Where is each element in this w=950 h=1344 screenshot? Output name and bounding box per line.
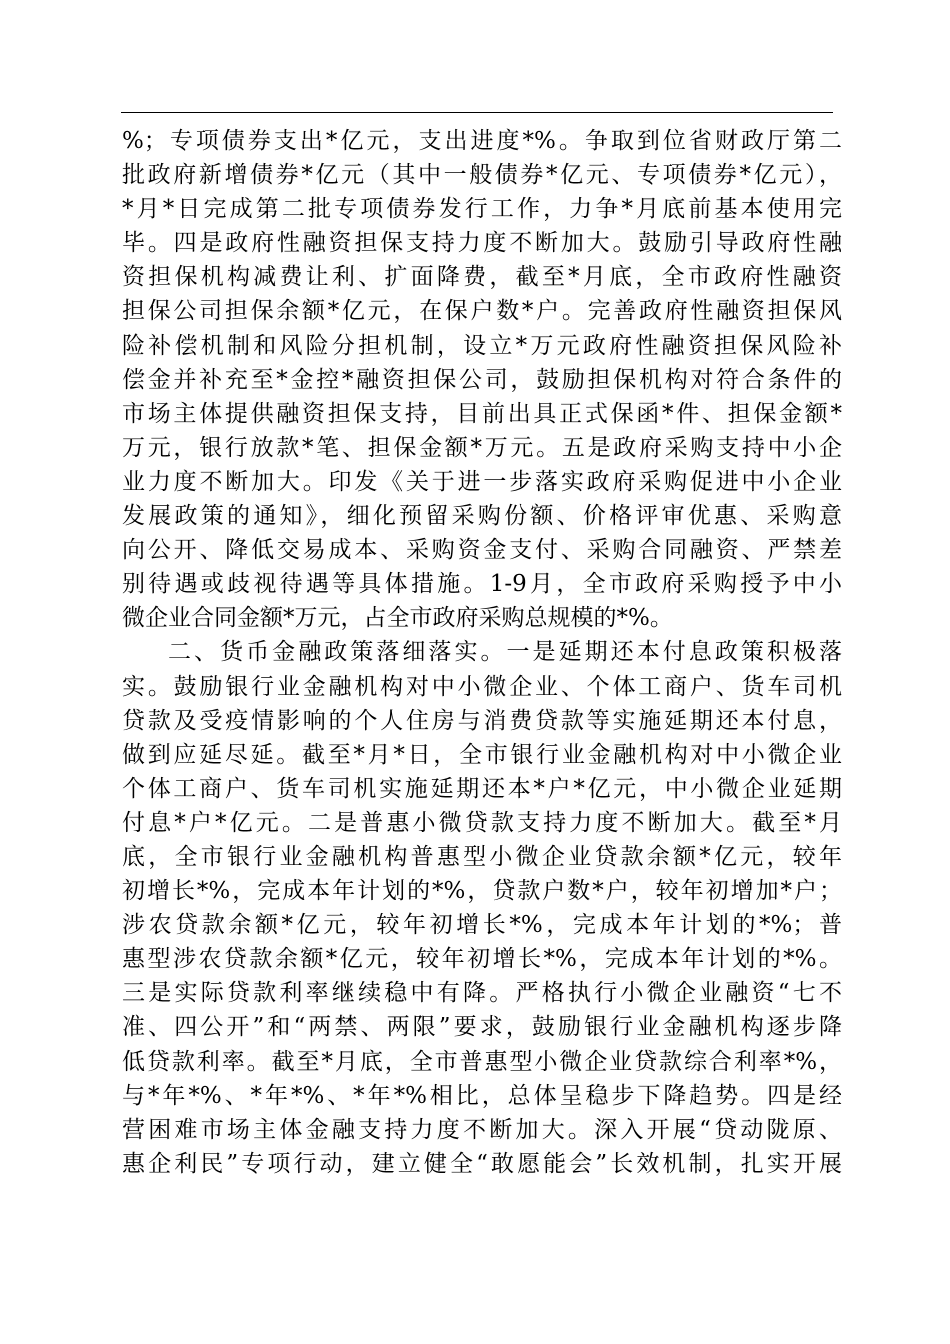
text-line: 万元，银行放款*笔、担保金额*万元。五是政府采购支持中小企 (122, 434, 842, 461)
text-line: 险补偿机制和风险分担机制，设立*万元政府性融资担保风险补 (122, 332, 842, 359)
text-line: 发展政策的通知》，细化预留采购份额、价格评审优惠、采购意 (122, 503, 842, 530)
text-line: 担保公司担保余额*亿元，在保户数*户。完善政府性融资担保风 (122, 298, 842, 325)
text-line: 惠企利民”专项行动，建立健全“敢愿能会”长效机制，扎实开展 (122, 1150, 842, 1177)
text-line: 别待遇或歧视待遇等具体措施。1-9月，全市政府采购授予中小 (122, 571, 842, 598)
text-line: 三是实际贷款利率继续稳中有降。严格执行小微企业融资“七不 (122, 980, 842, 1007)
text-line: 付息*户*亿元。二是普惠小微贷款支持力度不断加大。截至*月 (122, 809, 842, 836)
text-line: 做到应延尽延。截至*月*日，全市银行业金融机构对中小微企业 (122, 741, 842, 768)
text-line: 微企业合同金额*万元，占全市政府采购总规模的*%。 (122, 605, 673, 632)
text-line: 向公开、降低交易成本、采购资金支付、采购合同融资、严禁差 (122, 537, 842, 564)
text-line: 初增长*%，完成本年计划的*%，贷款户数*户，较年初增加*户； (122, 878, 842, 905)
text-line: *月*日完成第二批专项债券发行工作，力争*月底前基本使用完 (122, 196, 842, 223)
text-line: 惠型涉农贷款余额*亿元，较年初增长*%，完成本年计划的*%。 (122, 946, 842, 973)
text-line: 营困难市场主体金融支持力度不断加大。深入开展“贷动陇原、 (122, 1116, 842, 1143)
text-line: 个体工商户、货车司机实施延期还本*户*亿元，中小微企业延期 (122, 775, 842, 802)
text-line: 与*年*%、*年*%、*年*%相比，总体呈稳步下降趋势。四是经 (122, 1082, 842, 1109)
text-line: %；专项债券支出*亿元，支出进度*%。争取到位省财政厅第二 (122, 128, 842, 154)
text-line: 准、四公开”和“两禁、两限”要求，鼓励银行业金融机构逐步降 (122, 1014, 842, 1041)
text-line: 低贷款利率。截至*月底，全市普惠型小微企业贷款综合利率*%， (122, 1048, 842, 1075)
header-rule (121, 112, 833, 113)
text-line: 实。鼓励银行业金融机构对中小微企业、个体工商户、货车司机 (122, 673, 842, 700)
text-line: 偿金并补充至*金控*融资担保公司，鼓励担保机构对符合条件的 (122, 366, 842, 393)
body-text (122, 124, 842, 1181)
text-line: 毕。四是政府性融资担保支持力度不断加大。鼓励引导政府性融 (122, 230, 842, 257)
section-heading-line: 二、货币金融政策落细落实。一是延期还本付息政策积极落 (168, 639, 842, 666)
text-line: 批政府新增债券*亿元（其中一般债券*亿元、专项债券*亿元）， (122, 162, 842, 189)
text-line: 市场主体提供融资担保支持，目前出具正式保函*件、担保金额* (122, 400, 842, 427)
text-line: 资担保机构减费让利、扩面降费，截至*月底，全市政府性融资 (122, 264, 842, 291)
text-line: 业力度不断加大。印发《关于进一步落实政府采购促进中小企业 (122, 468, 842, 495)
text-line: 涉农贷款余额*亿元，较年初增长*%，完成本年计划的*%；普 (122, 912, 842, 939)
text-line: 贷款及受疫情影响的个人住房与消费贷款等实施延期还本付息， (122, 707, 842, 734)
text-line: 底，全市银行业金融机构普惠型小微企业贷款余额*亿元，较年 (122, 843, 842, 870)
